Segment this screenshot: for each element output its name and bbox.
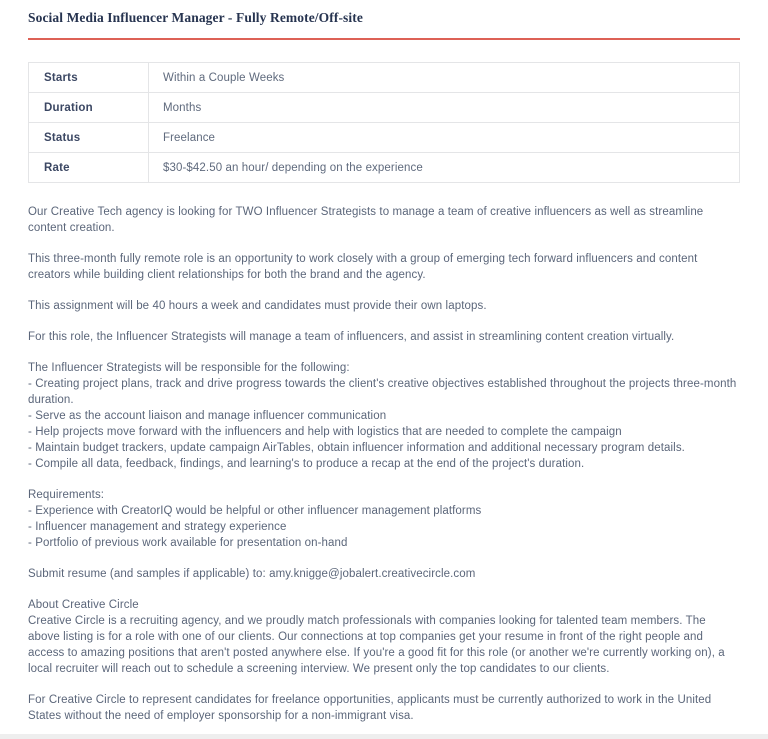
intro-paragraph: This three-month fully remote role is an opportunity to work closely with a group of emerging tech forward influencers and content creators while building client relationships for both the brand and the agency. (28, 253, 698, 281)
detail-value-status: Freelance (149, 123, 740, 153)
list-item: - Maintain budget trackers, update campaign AirTables, obtain influencer information and additional necessary program details. (28, 442, 685, 454)
table-row (29, 93, 740, 123)
list-item: - Serve as the account liaison and manage influencer communication (28, 410, 387, 422)
submit-instructions: Submit resume (and samples if applicable) to: amy.knigge@jobalert.creativecircle.com (28, 568, 476, 580)
requirements-section (28, 487, 740, 551)
job-details-table (28, 62, 740, 183)
page-bottom-edge (0, 734, 768, 739)
responsibilities-section (28, 360, 740, 472)
job-description (28, 204, 740, 724)
detail-label-rate: Rate (29, 153, 149, 183)
table-row (29, 153, 740, 183)
detail-value-rate: $30-$42.50 an hour/ depending on the experience (149, 153, 740, 183)
intro-paragraph: This assignment will be 40 hours a week and candidates must provide their own laptops. (28, 300, 487, 312)
list-item: - Portfolio of previous work available for presentation on-hand (28, 537, 348, 549)
list-item: - Compile all data, feedback, findings, and learning's to produce a recap at the end of the project's duration. (28, 458, 585, 470)
detail-value-starts: Within a Couple Weeks (149, 63, 740, 93)
list-item: - Influencer management and strategy experience (28, 521, 287, 533)
responsibilities-heading: The Influencer Strategists will be responsible for the following: (28, 362, 350, 374)
intro-paragraph: Our Creative Tech agency is looking for TWO Influencer Strategists to manage a team of creative influencers as well as streamline content creation. (28, 206, 704, 234)
page-title: Social Media Influencer Manager - Fully Remote/Off-site (28, 10, 363, 25)
list-item: - Help projects move forward with the influencers and help with logistics that are needed to complete the campaign (28, 426, 622, 438)
about-section (28, 597, 740, 677)
visa-note: For Creative Circle to represent candidates for freelance opportunities, applicants must be currently authorized to work in the United States without the need of employer sponsorship for a non-immigrant visa. (28, 694, 712, 722)
detail-value-duration: Months (149, 93, 740, 123)
intro-paragraph: For this role, the Influencer Strategists will manage a team of influencers, and assist in streamlining content creation virtually. (28, 331, 675, 343)
table-row (29, 63, 740, 93)
about-heading: About Creative Circle (28, 599, 139, 611)
detail-label-starts: Starts (29, 63, 149, 93)
title-divider-rule (28, 38, 740, 40)
about-body: Creative Circle is a recruiting agency, and we proudly match professionals with companies looking for talented team members. The above listing is for a role with one of our clients. Our connections at top companies get your resume in front of the right people and access to amazing positions that aren't posted anywhere else. If you're a good fit for this role (or another we're currently working on), a local recruiter will reach out to schedule a screening interview. We present only the top candidates to our clients. (28, 615, 725, 675)
detail-label-status: Status (29, 123, 149, 153)
list-item: - Experience with CreatorIQ would be helpful or other influencer management platforms (28, 505, 482, 517)
requirements-heading: Requirements: (28, 489, 105, 501)
detail-label-duration: Duration (29, 93, 149, 123)
table-row (29, 123, 740, 153)
list-item: - Creating project plans, track and drive progress towards the client's creative objectives established throughout the projects three-month duration. (28, 378, 737, 406)
